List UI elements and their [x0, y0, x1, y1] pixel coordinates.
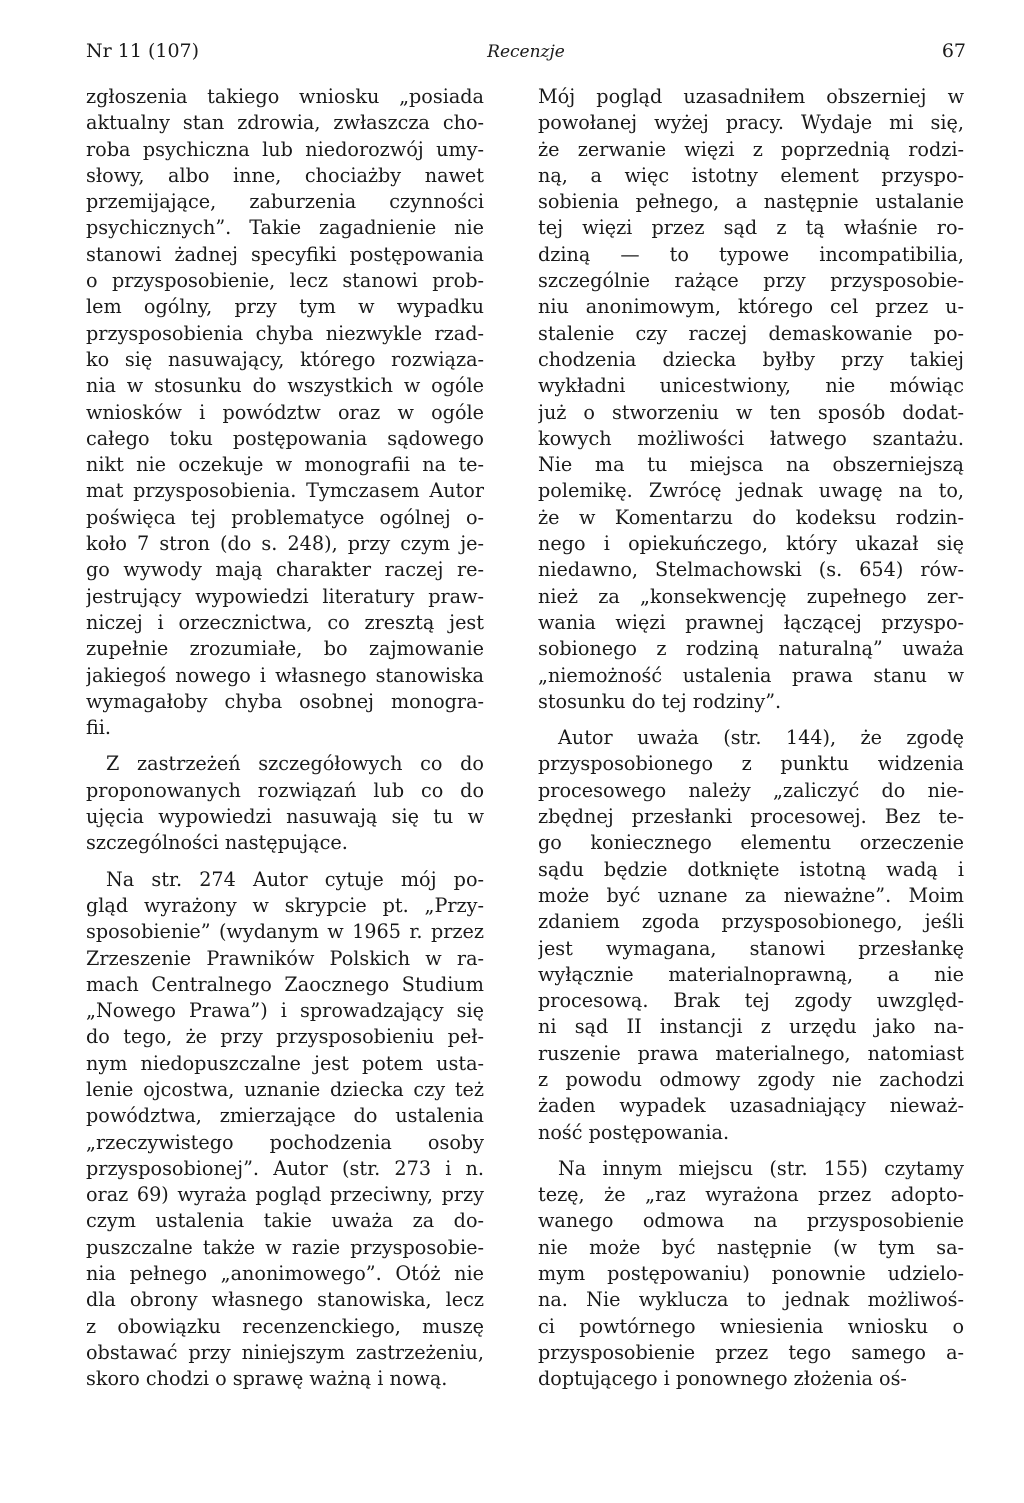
- text-line: z obowiązku recenzenckiego, muszę: [86, 1314, 484, 1338]
- text-line: przysposobionej”. Autor (str. 273 i n.: [86, 1156, 484, 1180]
- paragraph: [86, 867, 484, 1393]
- text-line: wymagałoby chyba osobnej monogra-: [86, 689, 484, 713]
- text-line: „niemożność ustalenia prawa stanu w: [538, 663, 964, 687]
- text-line: Z zastrzeżeń szczegółowych co do: [106, 752, 484, 776]
- text-line: proponowanych rozwiązań lub co do: [86, 778, 484, 802]
- text-line: że zerwanie więzi z poprzednią rodzi-: [538, 137, 964, 161]
- text-line: nikt nie oczekuje w monografii na te-: [86, 453, 484, 477]
- text-line: stosunku do tej rodziny”.: [538, 689, 782, 713]
- text-line: do tego, że przy przysposobieniu peł-: [86, 1025, 484, 1049]
- text-line: mach Centralnego Zaocznego Studium: [86, 972, 484, 996]
- text-line: przysposobienia chyba niezwykle rzad-: [86, 321, 484, 345]
- text-line: „Nowego Prawa”) i sprowadzający się: [86, 999, 484, 1023]
- text-line: Na str. 274 Autor cytuje mój po-: [106, 867, 484, 891]
- text-line: zgłoszenia takiego wniosku „posiada: [86, 85, 484, 108]
- text-line: ruszenie prawa materialnego, natomiast: [538, 1041, 964, 1065]
- text-line: niedawno, Stelmachowski (s. 654) rów-: [538, 558, 964, 582]
- text-line: może być uznane za nieważne”. Moim: [538, 883, 964, 907]
- text-line: sądu będzie dotknięte istotną wadą i: [538, 857, 964, 881]
- text-line: ujęcia wypowiedzi nasuwają się tu w: [86, 805, 484, 829]
- text-line: powołanej wyżej pracy. Wydaje mi się,: [538, 111, 964, 135]
- text-line: Mój pogląd uzasadniłem obszerniej w: [538, 85, 964, 108]
- text-line: go wywody mają charakter raczej re-: [86, 558, 484, 582]
- text-line: obstawać przy niniejszym zastrzeżeniu,: [86, 1340, 484, 1364]
- text-line: na. Nie wyklucza to jednak możliwoś-: [538, 1288, 964, 1312]
- paragraph-gap: [86, 741, 484, 751]
- text-line: poświęca tej problematyce ogólnej o-: [86, 505, 484, 529]
- text-line: kowych możliwości łatwego szantażu.: [538, 426, 964, 450]
- text-line: wniosków i powództw oraz w ogóle: [86, 400, 484, 424]
- text-line: wyłącznie materialnoprawną, a nie: [538, 962, 964, 986]
- text-line: procesową. Brak tej zgody uwzględ-: [538, 989, 964, 1013]
- text-line: zupełnie zrozumiałe, bo zajmowanie: [86, 637, 484, 661]
- text-line: przysposobionego z punktu widzenia: [538, 752, 964, 776]
- text-line: Autor uważa (str. 144), że zgodę: [558, 726, 964, 750]
- text-line: przemijające, zaburzenia czynności: [86, 190, 484, 214]
- text-line: jest wymagana, stanowi przesłankę: [538, 936, 964, 960]
- text-line: sobienia pełnego, a następnie ustalanie: [538, 190, 964, 214]
- text-line: stalenie czy raczej demaskowanie po-: [538, 321, 964, 345]
- paragraph: [86, 751, 484, 856]
- text-line: puszczalne także w razie przysposobie-: [86, 1235, 484, 1259]
- text-line: skoro chodzi o sprawę ważną i nową.: [86, 1367, 448, 1391]
- section-title: Recenzje: [487, 42, 565, 62]
- text-line: ną, a więc istotny element przyspo-: [538, 163, 964, 187]
- text-line: gląd wyrażony w skrypcie pt. „Przy-: [86, 893, 484, 917]
- text-line: lenie ojcostwa, uznanie dziecka czy też: [86, 1077, 484, 1101]
- text-line: dla obrony własnego stanowiska, lecz: [86, 1288, 484, 1312]
- text-line: przysposobienie przez tego samego a-: [538, 1340, 964, 1364]
- page-number: 67: [941, 40, 966, 62]
- text-line: ność postępowania.: [538, 1120, 730, 1144]
- text-line: szczególnie rażące przy przysposobie-: [538, 269, 964, 293]
- text-line: z powodu odmowy zgody nie zachodzi: [538, 1067, 964, 1091]
- text-line: jestrujący wypowiedzi literatury praw-: [86, 584, 484, 608]
- text-line: nego i opiekuńczego, który ukazał się: [538, 532, 964, 556]
- text-line: sposobienie” (wydanym w 1965 r. przez: [86, 920, 484, 944]
- text-line: tezę, że „raz wyrażona przez adopto-: [538, 1183, 964, 1207]
- text-line: aktualny stan zdrowia, zwłaszcza cho-: [86, 111, 484, 135]
- text-line: chodzenia dziecka byłby przy takiej: [538, 347, 964, 371]
- text-line: już o stworzeniu w ten sposób dodat-: [538, 400, 964, 424]
- paragraph: [538, 84, 964, 715]
- issue-number: Nr 11 (107): [86, 40, 200, 62]
- page-header: [86, 40, 966, 70]
- text-line: koło 7 stron (do s. 248), przy czym je-: [86, 532, 484, 556]
- paragraph-gap: [86, 857, 484, 867]
- text-line: niczej i orzecznictwa, co zresztą jest: [86, 610, 484, 634]
- text-line: stanowi żadnej specyfiki postępowania: [86, 242, 484, 266]
- text-line: ko się nasuwający, którego rozwiąza-: [86, 347, 484, 371]
- text-line: oraz 69) wyraża pogląd przeciwny, przy: [86, 1183, 484, 1207]
- text-line: zbędnej przesłanki procesowej. Bez te-: [538, 805, 964, 829]
- text-line: go koniecznego elementu orzeczenie: [538, 831, 964, 855]
- text-line: polemikę. Zwrócę jednak uwagę na to,: [538, 479, 964, 503]
- left-text-column: [86, 84, 484, 1393]
- text-line: roba psychiczna lub niedorozwój umy-: [86, 137, 484, 161]
- text-line: psychicznych”. Takie zagadnienie nie: [86, 216, 484, 240]
- text-line: procesowego należy „zaliczyć do nie-: [538, 778, 964, 802]
- paragraph: [538, 725, 964, 1146]
- text-line: ci powtórnego wniesienia wniosku o: [538, 1314, 964, 1338]
- right-text-column: [538, 84, 964, 1393]
- text-line: doptującego i ponownego złożenia oś-: [538, 1367, 907, 1391]
- text-line: Nie ma tu miejsca na obszerniejszą: [538, 453, 964, 477]
- text-line: zdaniem zgoda przysposobionego, jeśli: [538, 910, 964, 934]
- text-line: ni sąd II instancji z urzędu jako na-: [538, 1015, 964, 1039]
- paragraph-gap: [538, 1146, 964, 1156]
- paragraph-gap: [538, 715, 964, 725]
- text-line: niu anonimowym, którego cel przez u-: [538, 295, 964, 319]
- paragraph: [86, 84, 484, 741]
- text-line: że w Komentarzu do kodeksu rodzin-: [538, 505, 964, 529]
- text-line: szczególności następujące.: [86, 831, 348, 855]
- text-line: Na innym miejscu (str. 155) czytamy: [558, 1156, 964, 1180]
- text-line: słowy, albo inne, chociażby nawet: [86, 163, 484, 187]
- text-line: dziną — to typowe incompatibilia,: [538, 242, 964, 266]
- text-line: sobionego z rodziną naturalną” uważa: [538, 637, 964, 661]
- text-line: czym ustalenia takie uważa za do-: [86, 1209, 484, 1233]
- text-line: jakiegoś nowego i własnego stanowiska: [86, 663, 484, 687]
- text-line: żaden wypadek uzasadniający nieważ-: [538, 1094, 964, 1118]
- text-line: całego toku postępowania sądowego: [86, 426, 484, 450]
- text-line: nie może być następnie (w tym sa-: [538, 1235, 964, 1259]
- text-line: o przysposobienie, lecz stanowi prob-: [86, 269, 484, 293]
- text-line: nież za „konsekwencję zupełnego zer-: [538, 584, 964, 608]
- paragraph: [538, 1156, 964, 1393]
- text-line: lem ogólny, przy tym w wypadku: [86, 295, 484, 319]
- text-line: fii.: [86, 716, 112, 740]
- text-line: nia pełnego „anonimowego”. Otóż nie: [86, 1262, 484, 1286]
- text-line: Zrzeszenie Prawników Polskich w ra-: [86, 946, 484, 970]
- text-line: mym postępowaniu) ponownie udzielo-: [538, 1262, 964, 1286]
- text-line: tej więzi przez sąd z tą właśnie ro-: [538, 216, 964, 240]
- text-line: mat przysposobienia. Tymczasem Autor: [86, 479, 484, 503]
- text-line: powództwa, zmierzające do ustalenia: [86, 1104, 484, 1128]
- text-line: nia w stosunku do wszystkich w ogóle: [86, 374, 484, 398]
- text-line: nym niedopuszczalne jest potem usta-: [86, 1051, 484, 1075]
- text-line: wanego odmowa na przysposobienie: [538, 1209, 964, 1233]
- text-line: „rzeczywistego pochodzenia osoby: [86, 1130, 484, 1154]
- text-line: wykładni unicestwiony, nie mówiąc: [538, 374, 964, 398]
- text-line: wania więzi prawnej łączącej przyspo-: [538, 610, 964, 634]
